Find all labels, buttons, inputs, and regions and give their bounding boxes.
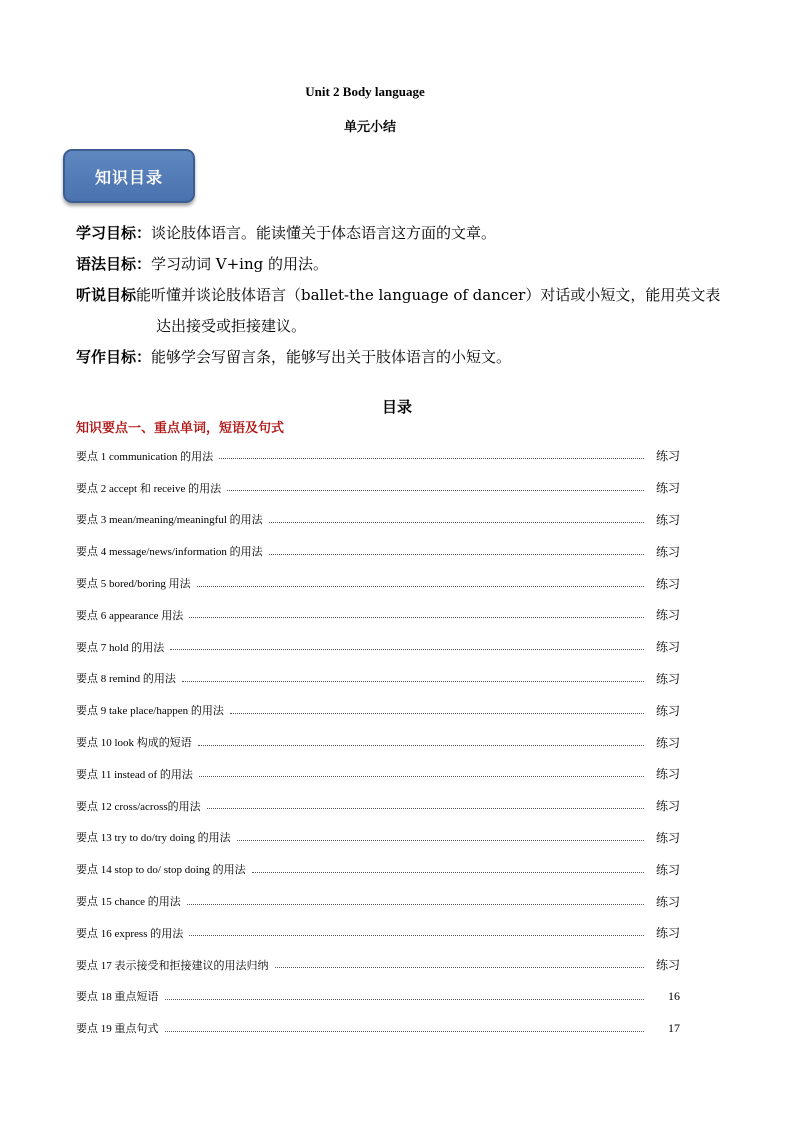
toc-leader-dots [182, 681, 644, 682]
toc-item-label: 要点 10 look 构成的短语 [76, 737, 192, 750]
toc-leader-dots [230, 713, 644, 714]
goal-label: 学习目标： [76, 224, 152, 242]
goal-label: 写作目标： [76, 348, 152, 366]
toc-item-page: 练习 [655, 449, 680, 464]
toc-leader-dots [237, 840, 644, 841]
toc-item-page: 练习 [655, 830, 680, 845]
toc-item[interactable] [76, 663, 680, 695]
toc-item-page: 练习 [655, 576, 680, 591]
toc-item-page: 17 [668, 1020, 680, 1035]
goal-text: 达出接受或拒接建议。 [156, 317, 307, 335]
toc-item-label: 要点 11 instead of 的用法 [76, 768, 193, 781]
toc-item-page: 练习 [655, 926, 680, 941]
toc-item-page: 练习 [655, 608, 680, 623]
toc-leader-dots [227, 490, 644, 491]
toc-item-page: 练习 [655, 481, 680, 496]
goal-text: 能够学会写留言条，能够写出关于肢体语言的小短文。 [151, 348, 512, 366]
toc-item-label: 要点 2 accept 和 receive 的用法 [76, 482, 222, 495]
toc-item[interactable] [76, 599, 680, 631]
toc-item-label: 要点 19 重点句式 [76, 1023, 159, 1036]
goal-listening-speaking-continued [76, 311, 736, 342]
toc-item-page: 练习 [655, 735, 680, 750]
toc-item[interactable] [76, 694, 680, 726]
toc-list [76, 440, 680, 1044]
toc-item-page: 练习 [655, 894, 680, 909]
toc-item-label: 要点 15 chance 的用法 [76, 896, 181, 909]
toc-item[interactable] [76, 1012, 680, 1044]
toc-item-label: 要点 8 remind 的用法 [76, 673, 176, 686]
toc-item-label: 要点 7 hold 的用法 [76, 641, 165, 654]
knowledge-catalog-badge: 知识目录 [63, 149, 195, 203]
toc-item[interactable] [76, 758, 680, 790]
toc-item[interactable] [76, 822, 680, 854]
toc-leader-dots [269, 554, 644, 555]
toc-leader-dots [199, 776, 644, 777]
toc-item[interactable] [76, 853, 680, 885]
toc-item-page: 练习 [655, 862, 680, 877]
goal-label: 听说目标 [76, 286, 137, 304]
toc-item-label: 要点 18 重点短语 [76, 991, 159, 1004]
toc-item-label: 要点 4 message/news/information 的用法 [76, 546, 263, 559]
document-subtitle: 单元小结 [343, 120, 396, 135]
toc-leader-dots [189, 617, 644, 618]
toc-leader-dots [197, 586, 644, 587]
toc-item[interactable] [76, 535, 680, 567]
toc-item[interactable] [76, 726, 680, 758]
toc-leader-dots [207, 808, 644, 809]
toc-item-label: 要点 16 express 的用法 [76, 927, 184, 940]
goal-learning [76, 218, 736, 249]
toc-item[interactable] [76, 917, 680, 949]
toc-item[interactable] [76, 440, 680, 472]
toc-title: 目录 [381, 398, 412, 416]
toc-item[interactable] [76, 790, 680, 822]
goal-label: 语法目标： [76, 255, 152, 273]
goal-text: 学习动词 V+ing 的用法。 [151, 255, 329, 273]
toc-item-label: 要点 6 appearance 用法 [76, 609, 184, 622]
toc-leader-dots [219, 458, 644, 459]
goal-listening-speaking [76, 280, 736, 311]
toc-item-label: 要点 13 try to do/try doing 的用法 [76, 832, 231, 845]
toc-item[interactable] [76, 567, 680, 599]
toc-leader-dots [170, 649, 644, 650]
toc-item-page: 16 [668, 988, 680, 1003]
document-title: Unit 2 Body language [305, 84, 425, 99]
toc-leader-dots [187, 904, 644, 905]
toc-item-label: 要点 1 communication 的用法 [76, 450, 214, 463]
toc-leader-dots [198, 745, 644, 746]
toc-leader-dots [165, 1031, 645, 1032]
toc-item[interactable] [76, 981, 680, 1013]
toc-leader-dots [252, 872, 644, 873]
goal-grammar [76, 249, 736, 280]
toc-item[interactable] [76, 504, 680, 536]
toc-item-label: 要点 14 stop to do/ stop doing 的用法 [76, 864, 246, 877]
toc-item-page: 练习 [655, 640, 680, 655]
toc-item-label: 要点 3 mean/meaning/meaningful 的用法 [76, 514, 263, 527]
toc-item[interactable] [76, 631, 680, 663]
toc-item-page: 练习 [655, 958, 680, 973]
goal-text: 能听懂并谈论肢体语言（ballet-the language of dancer）对话或小短文，能用英文表 [136, 286, 721, 304]
toc-item[interactable] [76, 885, 680, 917]
toc-item[interactable] [76, 472, 680, 504]
toc-leader-dots [189, 935, 644, 936]
toc-item-page: 练习 [655, 767, 680, 782]
toc-item-page: 练习 [655, 703, 680, 718]
goal-writing [76, 342, 736, 373]
toc-item[interactable] [76, 949, 680, 981]
toc-leader-dots [275, 967, 645, 968]
goal-text: 谈论肢体语言。能读懂关于体态语言这方面的文章。 [151, 224, 497, 242]
toc-item-page: 练习 [655, 671, 680, 686]
toc-item-page: 练习 [655, 512, 680, 527]
toc-item-page: 练习 [655, 544, 680, 559]
toc-item-label: 要点 12 cross/across的用法 [76, 800, 201, 813]
toc-item-label: 要点 17 表示接受和拒接建议的用法归纳 [76, 959, 269, 972]
goals-section [76, 218, 736, 373]
toc-section-heading: 知识要点一、重点单词，短语及句式 [76, 421, 285, 436]
toc-item-label: 要点 5 bored/boring 用法 [76, 578, 191, 591]
toc-item-page: 练习 [655, 799, 680, 814]
toc-item-label: 要点 9 take place/happen 的用法 [76, 705, 224, 718]
toc-leader-dots [165, 999, 645, 1000]
toc-leader-dots [269, 522, 644, 523]
